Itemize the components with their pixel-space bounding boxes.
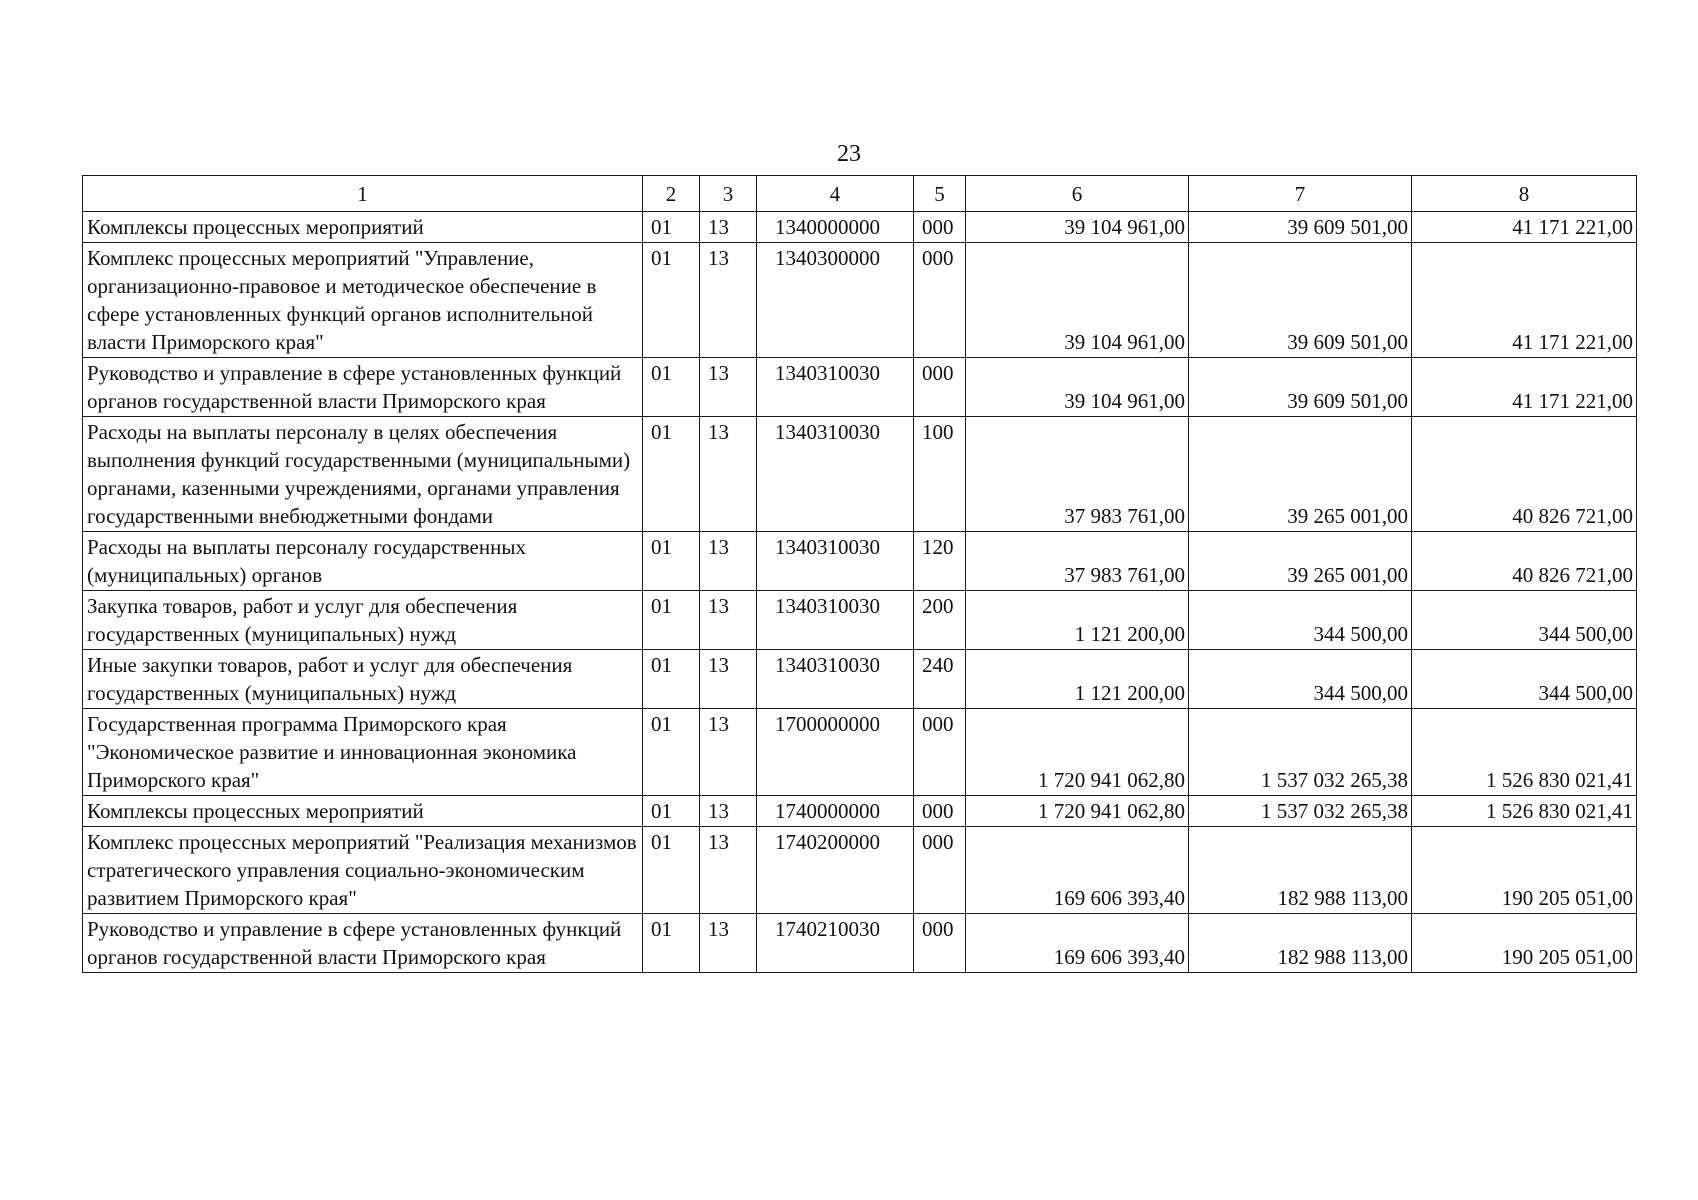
expense-name: Расходы на выплаты персоналу в целях обеспечения выполнения функций государственными (муниципальными) органами, казенными учреждениями, органами управления государственными внебюджетными фондами xyxy=(83,417,643,532)
expense-name: Комплекс процессных мероприятий "Реализация механизмов стратегического управления социально-экономическим развитием Приморского края" xyxy=(83,827,643,914)
expense-name: Руководство и управление в сфере установленных функций органов государственной власти Приморского края xyxy=(83,914,643,973)
amount-col8: 41 171 221,00 xyxy=(1412,212,1637,243)
expense-type-code: 000 xyxy=(914,358,966,417)
expense-name: Закупка товаров, работ и услуг для обеспечения государственных (муниципальных) нужд xyxy=(83,591,643,650)
amount-col6: 169 606 393,40 xyxy=(966,827,1189,914)
table-row xyxy=(83,243,1637,358)
subsection-code: 13 xyxy=(700,796,757,827)
subsection-code: 13 xyxy=(700,243,757,358)
amount-col8: 190 205 051,00 xyxy=(1412,914,1637,973)
section-code: 01 xyxy=(643,650,700,709)
target-item-code: 1700000000 xyxy=(757,709,914,796)
section-code: 01 xyxy=(643,796,700,827)
column-header: 6 xyxy=(966,176,1189,212)
section-code: 01 xyxy=(643,591,700,650)
section-code: 01 xyxy=(643,827,700,914)
amount-col7: 344 500,00 xyxy=(1189,650,1412,709)
amount-col7: 1 537 032 265,38 xyxy=(1189,709,1412,796)
expense-type-code: 240 xyxy=(914,650,966,709)
table-row xyxy=(83,914,1637,973)
table-row xyxy=(83,591,1637,650)
amount-col6: 1 720 941 062,80 xyxy=(966,796,1189,827)
column-header: 1 xyxy=(83,176,643,212)
amount-col6: 169 606 393,40 xyxy=(966,914,1189,973)
subsection-code: 13 xyxy=(700,709,757,796)
table-row xyxy=(83,212,1637,243)
expense-name: Иные закупки товаров, работ и услуг для обеспечения государственных (муниципальных) нужд xyxy=(83,650,643,709)
section-code: 01 xyxy=(643,243,700,358)
amount-col7: 39 609 501,00 xyxy=(1189,212,1412,243)
budget-table xyxy=(82,175,1637,973)
amount-col6: 39 104 961,00 xyxy=(966,358,1189,417)
section-code: 01 xyxy=(643,709,700,796)
table-row xyxy=(83,827,1637,914)
column-number-row xyxy=(83,176,1637,212)
amount-col7: 39 609 501,00 xyxy=(1189,243,1412,358)
expense-name: Расходы на выплаты персоналу государственных (муниципальных) органов xyxy=(83,532,643,591)
target-item-code: 1340310030 xyxy=(757,650,914,709)
target-item-code: 1340310030 xyxy=(757,358,914,417)
expense-name: Комплексы процессных мероприятий xyxy=(83,796,643,827)
expense-type-code: 000 xyxy=(914,212,966,243)
column-header: 5 xyxy=(914,176,966,212)
amount-col8: 190 205 051,00 xyxy=(1412,827,1637,914)
table-row xyxy=(83,796,1637,827)
amount-col8: 344 500,00 xyxy=(1412,650,1637,709)
section-code: 01 xyxy=(643,417,700,532)
subsection-code: 13 xyxy=(700,827,757,914)
amount-col6: 1 121 200,00 xyxy=(966,591,1189,650)
column-header: 3 xyxy=(700,176,757,212)
table-row xyxy=(83,532,1637,591)
target-item-code: 1340000000 xyxy=(757,212,914,243)
column-header: 8 xyxy=(1412,176,1637,212)
amount-col7: 182 988 113,00 xyxy=(1189,827,1412,914)
target-item-code: 1740000000 xyxy=(757,796,914,827)
expense-type-code: 200 xyxy=(914,591,966,650)
expense-name: Комплекс процессных мероприятий "Управление, организационно-правовое и методическое обеспечение в сфере установленных функций органов исполнительной власти Приморского края" xyxy=(83,243,643,358)
expense-name: Государственная программа Приморского края "Экономическое развитие и инновационная экономика Приморского края" xyxy=(83,709,643,796)
amount-col8: 344 500,00 xyxy=(1412,591,1637,650)
expense-type-code: 000 xyxy=(914,709,966,796)
expense-type-code: 100 xyxy=(914,417,966,532)
subsection-code: 13 xyxy=(700,650,757,709)
amount-col7: 1 537 032 265,38 xyxy=(1189,796,1412,827)
amount-col6: 1 720 941 062,80 xyxy=(966,709,1189,796)
table-row xyxy=(83,709,1637,796)
amount-col8: 41 171 221,00 xyxy=(1412,243,1637,358)
subsection-code: 13 xyxy=(700,358,757,417)
subsection-code: 13 xyxy=(700,532,757,591)
target-item-code: 1740210030 xyxy=(757,914,914,973)
target-item-code: 1340310030 xyxy=(757,532,914,591)
amount-col7: 39 609 501,00 xyxy=(1189,358,1412,417)
expense-type-code: 120 xyxy=(914,532,966,591)
column-header: 4 xyxy=(757,176,914,212)
table-row xyxy=(83,358,1637,417)
expense-type-code: 000 xyxy=(914,827,966,914)
table-row xyxy=(83,650,1637,709)
amount-col6: 39 104 961,00 xyxy=(966,243,1189,358)
expense-type-code: 000 xyxy=(914,796,966,827)
amount-col8: 41 171 221,00 xyxy=(1412,358,1637,417)
section-code: 01 xyxy=(643,358,700,417)
expense-name: Комплексы процессных мероприятий xyxy=(83,212,643,243)
target-item-code: 1340310030 xyxy=(757,417,914,532)
amount-col8: 40 826 721,00 xyxy=(1412,417,1637,532)
column-header: 2 xyxy=(643,176,700,212)
expense-type-code: 000 xyxy=(914,243,966,358)
expense-type-code: 000 xyxy=(914,914,966,973)
amount-col8: 1 526 830 021,41 xyxy=(1412,709,1637,796)
amount-col6: 37 983 761,00 xyxy=(966,417,1189,532)
amount-col8: 40 826 721,00 xyxy=(1412,532,1637,591)
amount-col8: 1 526 830 021,41 xyxy=(1412,796,1637,827)
table-row xyxy=(83,417,1637,532)
subsection-code: 13 xyxy=(700,212,757,243)
subsection-code: 13 xyxy=(700,591,757,650)
target-item-code: 1340310030 xyxy=(757,591,914,650)
expense-name: Руководство и управление в сфере установленных функций органов государственной власти Приморского края xyxy=(83,358,643,417)
section-code: 01 xyxy=(643,914,700,973)
amount-col7: 39 265 001,00 xyxy=(1189,417,1412,532)
subsection-code: 13 xyxy=(700,417,757,532)
target-item-code: 1740200000 xyxy=(757,827,914,914)
amount-col6: 37 983 761,00 xyxy=(966,532,1189,591)
page-number: 23 xyxy=(837,141,861,167)
section-code: 01 xyxy=(643,532,700,591)
column-header: 7 xyxy=(1189,176,1412,212)
amount-col7: 182 988 113,00 xyxy=(1189,914,1412,973)
amount-col7: 39 265 001,00 xyxy=(1189,532,1412,591)
amount-col6: 39 104 961,00 xyxy=(966,212,1189,243)
amount-col7: 344 500,00 xyxy=(1189,591,1412,650)
target-item-code: 1340300000 xyxy=(757,243,914,358)
section-code: 01 xyxy=(643,212,700,243)
amount-col6: 1 121 200,00 xyxy=(966,650,1189,709)
subsection-code: 13 xyxy=(700,914,757,973)
